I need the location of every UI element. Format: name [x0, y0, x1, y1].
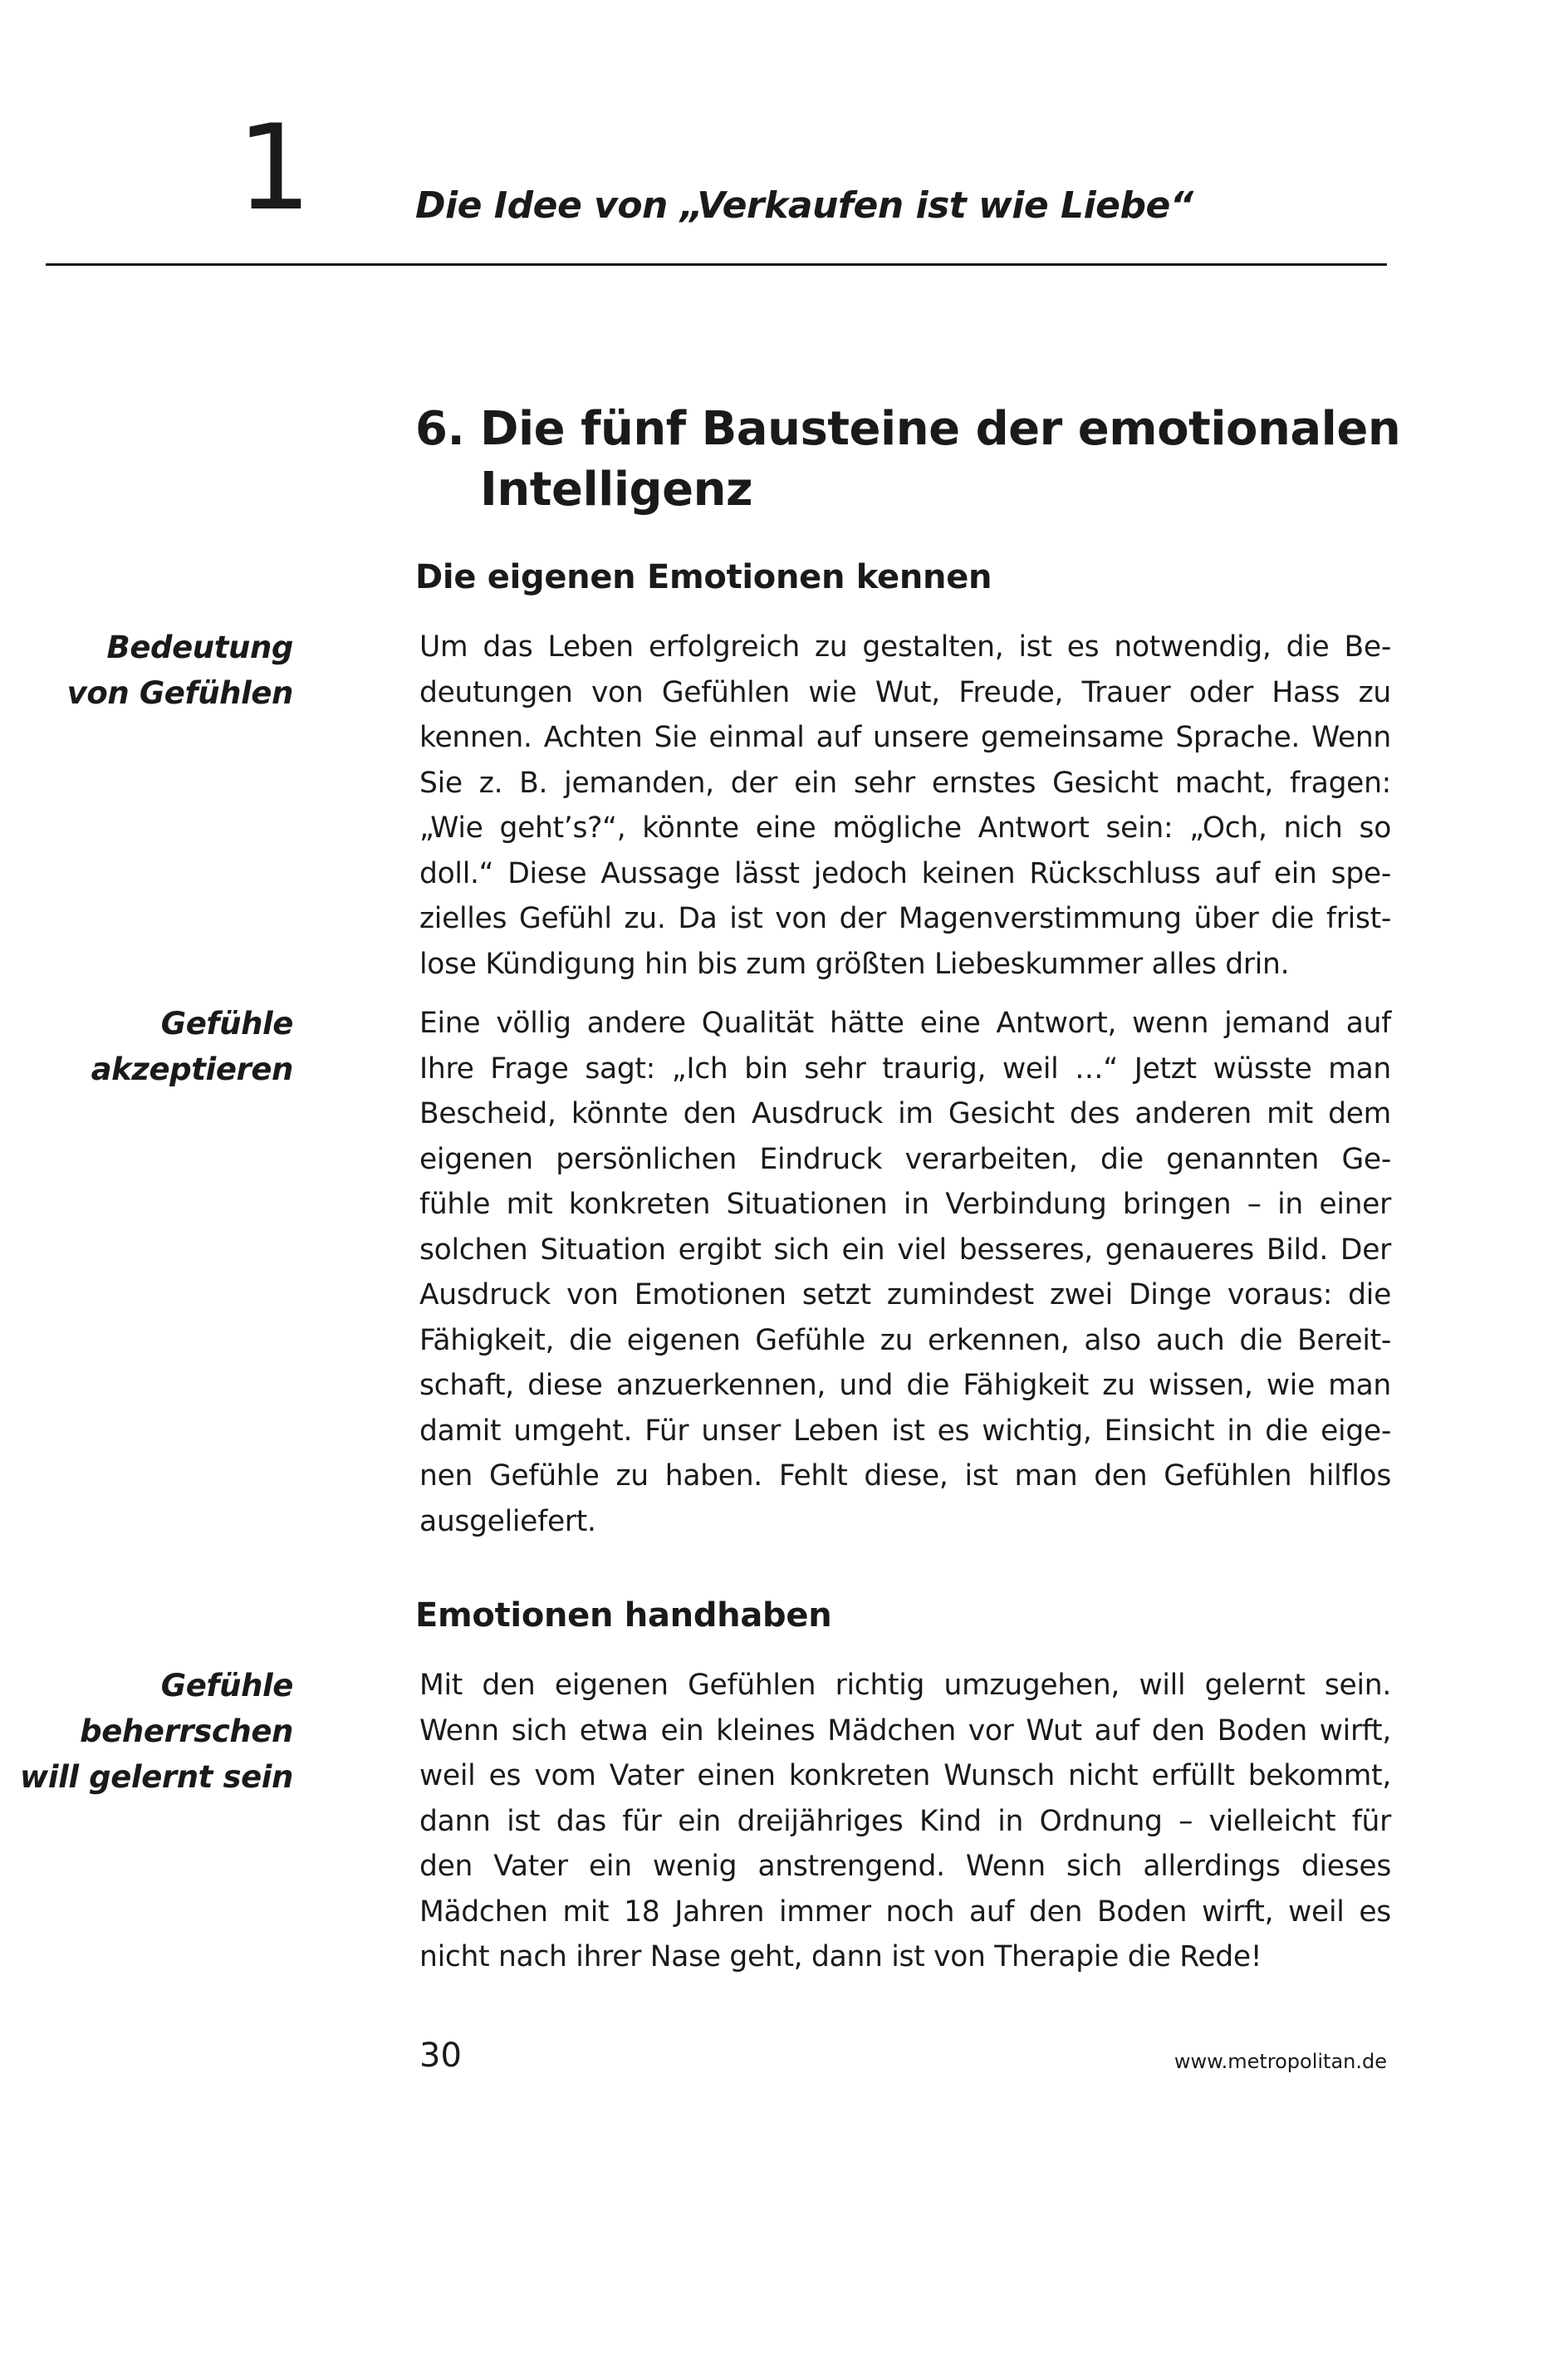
section-heading	[415, 399, 1412, 520]
text-line: fühle mit konkreten Situationen in Verbindung bringen – in einer	[419, 1188, 1391, 1221]
text-line: Bescheid, könnte den Ausdruck im Gesicht des anderen mit dem	[419, 1097, 1391, 1130]
chapter-title: Die Idee von „Verkaufen ist wie Liebe“	[415, 184, 1193, 227]
text-line: schaft, diese anzuerkennen, und die Fähigkeit zu wissen, wie man	[419, 1369, 1391, 1402]
margin-note-bedeutung	[0, 625, 293, 716]
text-line: zielles Gefühl zu. Da ist von der Magenverstimmung über die frist-	[419, 902, 1391, 935]
text-line: Wenn sich etwa ein kleines Mädchen vor Wut auf den Boden wirft,	[419, 1713, 1391, 1748]
text-line: deutungen von Gefühlen wie Wut, Freude, Trauer oder Hass zu	[419, 675, 1391, 709]
text-line: Ihre Frage sagt: „Ich bin sehr traurig, weil …“ Jetzt wüsste man	[419, 1051, 1391, 1086]
page-number: 30	[419, 2037, 462, 2075]
text-line: nicht nach ihrer Nase geht, dann ist von Therapie die Rede!	[419, 1940, 1262, 1973]
text-line: eigenen persönlichen Eindruck verarbeiten, die genannten Ge-	[419, 1142, 1391, 1176]
margin-note-line: will gelernt sein	[20, 1759, 293, 1795]
chapter-number: 1	[237, 100, 309, 237]
footer-url: www.metropolitan.de	[1174, 2050, 1387, 2073]
paragraph-1	[419, 625, 1391, 987]
text-line: weil es vom Vater einen konkreten Wunsch nicht erfüllt bekommt,	[419, 1759, 1391, 1792]
text-line: Eine völlig andere Qualität hätte eine Antwort, wenn jemand auf	[419, 1007, 1391, 1040]
margin-note-akzeptieren	[0, 1001, 293, 1092]
margin-note-line: von Gefühlen	[66, 675, 293, 711]
text-line: damit umgeht. Für unser Leben ist es wichtig, Einsicht in die eige-	[419, 1414, 1391, 1448]
text-line: Fähigkeit, die eigenen Gefühle zu erkennen, also auch die Bereit-	[419, 1323, 1391, 1357]
margin-note-line: Gefühle	[160, 1006, 293, 1042]
text-line: nen Gefühle zu haben. Fehlt diese, ist man den Gefühlen hilflos	[419, 1459, 1391, 1493]
text-line: ausgeliefert.	[419, 1504, 596, 1538]
text-line: solchen Situation ergibt sich ein viel besseres, genaueres Bild. Der	[419, 1233, 1391, 1267]
section-number: 6.	[415, 402, 465, 456]
text-line: „Wie geht’s?“, könnte eine mögliche Antwort sein: „Och, nich so	[419, 811, 1391, 845]
paragraph-2	[419, 1001, 1391, 1544]
text-line: Um das Leben erfolgreich zu gestalten, ist es notwendig, die Be-	[419, 630, 1391, 664]
text-line: Mit den eigenen Gefühlen richtig umzugehen, will gelernt sein.	[419, 1669, 1391, 1702]
margin-note-beherrschen	[0, 1663, 293, 1800]
text-line: doll.“ Diese Aussage lässt jedoch keinen Rückschluss auf ein spe-	[419, 856, 1391, 890]
text-line: kennen. Achten Sie einmal auf unsere gemeinsame Sprache. Wenn	[419, 721, 1391, 754]
subheading-emotionen-kennen: Die eigenen Emotionen kennen	[415, 558, 992, 596]
margin-note-line: Bedeutung	[106, 630, 293, 665]
text-line: lose Kündigung hin bis zum größten Liebeskummer alles drin.	[419, 947, 1290, 981]
margin-note-line: beherrschen	[80, 1713, 293, 1749]
text-line: Ausdruck von Emotionen setzt zumindest zwei Dinge voraus: die	[419, 1278, 1391, 1311]
text-line: Mädchen mit 18 Jahren immer noch auf den Boden wirft, weil es	[419, 1895, 1391, 1929]
paragraph-3	[419, 1663, 1391, 1980]
subheading-emotionen-handhaben: Emotionen handhaben	[415, 1596, 832, 1635]
section-title-line1: Die fünf Bausteine der emotionalen	[480, 402, 1401, 456]
text-line: dann ist das für ein dreijähriges Kind in Ordnung – vielleicht für	[419, 1804, 1391, 1838]
text-line: den Vater ein wenig anstrengend. Wenn sich allerdings dieses	[419, 1850, 1391, 1883]
margin-note-line: Gefühle	[160, 1668, 293, 1703]
text-line: Sie z. B. jemanden, der ein sehr ernstes Gesicht macht, fragen:	[419, 766, 1391, 800]
section-title-line2: Intelligenz	[480, 463, 753, 517]
margin-note-line: akzeptieren	[91, 1051, 293, 1087]
header-divider	[46, 263, 1387, 266]
